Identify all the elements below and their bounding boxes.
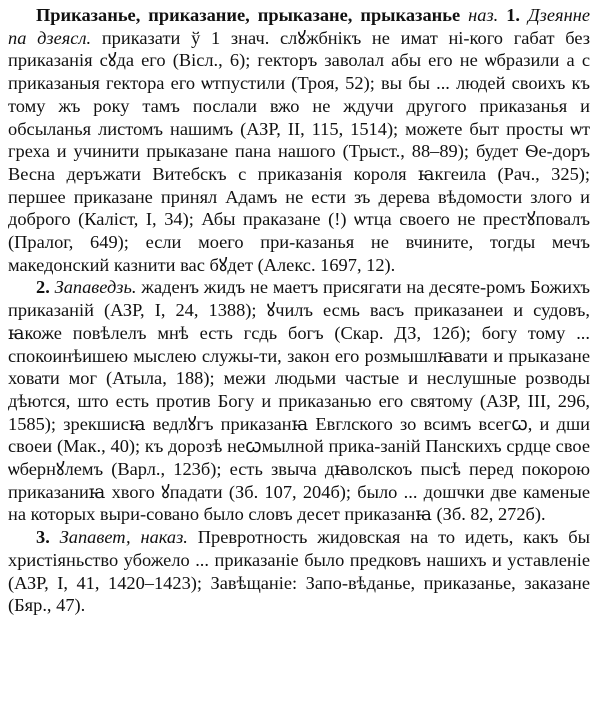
part-of-speech: наз. (468, 5, 499, 25)
headword: Приказанье, приказание, прыказане, прыказанье (36, 5, 461, 25)
sense-2-paragraph (8, 276, 590, 526)
sense-3-text: Превротность жидовская на то идеть, какъ бы христіяньство убожело ... приказаніе было предковъ нашихъ и уставленіе (АЗР, I, 41, 1420–1423); Завѣщаніе: Запо-вѣданье, приказанье, заказане (Бяр., 47). (8, 527, 591, 616)
sense-1-number: 1. (506, 5, 520, 25)
sense-3-label: Запавет, наказ. (59, 527, 188, 548)
sense-2-number: 2. (36, 277, 50, 298)
sense-2-text: жаденъ жидъ не маетъ присягати на десяте-ромъ Божихъ приказаній (АЗР, I, 24, 1388); ꙋчилъ есмь васъ приказанеи и судовъ, ꙗкоже повѣлелъ мнѣ есть гсдь богъ (Скар. ДЗ, 12б); богу тому ... спокоинѣишею мыслею служы-ти, закон его розмышлꙗвати и прыказане ховати мог (Атыла, 188); межи людьми частые и неслушные розводы дѣются, што есть против Богу и приказанью его святому (АЗР, III, 296, 1585); зрекшисꙗ ведлꙋгъ приказанꙗ Евглского зо всимъ всегꙍ, и дши своеи (Мак., 40); къ дорозѣ неꙍмылной прика-заній Панскихъ срдце свое ѡбернꙋлемъ (Варл., 123б); есть звыча дꙗволскоъ пысѣ перед покорою приказаниꙗ хвого ꙋпадати (Зб. 107, 204б); было ... дошчки две каменые на которых выри-совано было словъ десет приказанꙗ (Зб. 82, 272б). (8, 277, 590, 525)
sense-3-number: 3. (36, 527, 50, 548)
sense-3-paragraph (8, 526, 590, 617)
sense-2-label: Запаведзь. (54, 277, 137, 298)
sense-1-label: Дзеянне па дзеясл. (8, 5, 590, 48)
sense-1-text: приказати ў 1 знач. слꙋжбнікъ не имат ні-кого габат без приказанія сꙋда его (Вісл., 6); гекторъ заволал абы его не ѡбразили а с приказаныя гектора его ѡтпустили (Троя, 52); вы бы ... людей своихъ къ тому жъ року тамъ послали вжо не ждучи другого приказанья и обсыланья листомъ нашимъ (АЗР, II, 115, 1514); можете быт просты ѡт греха и учинити прыказане пана нашого (Трыст., 88–89); будет Ѳе-доръ Весна деръжати Витебскъ с приказанія короля ꙗкгеила (Рач., 325); першее приказане принял Адамъ не ести зъ дерева вѣдомости злого и доброго (Каліст, I, 34); Абы праказане (!) ѡтца своего не престꙋповалъ (Пралог, 649); если моего при-казанья не вчините, тогды мечъ македонский казнити вас бꙋдет (Алекс. 1697, 12). (8, 27, 590, 275)
sense-1-paragraph (8, 4, 590, 276)
